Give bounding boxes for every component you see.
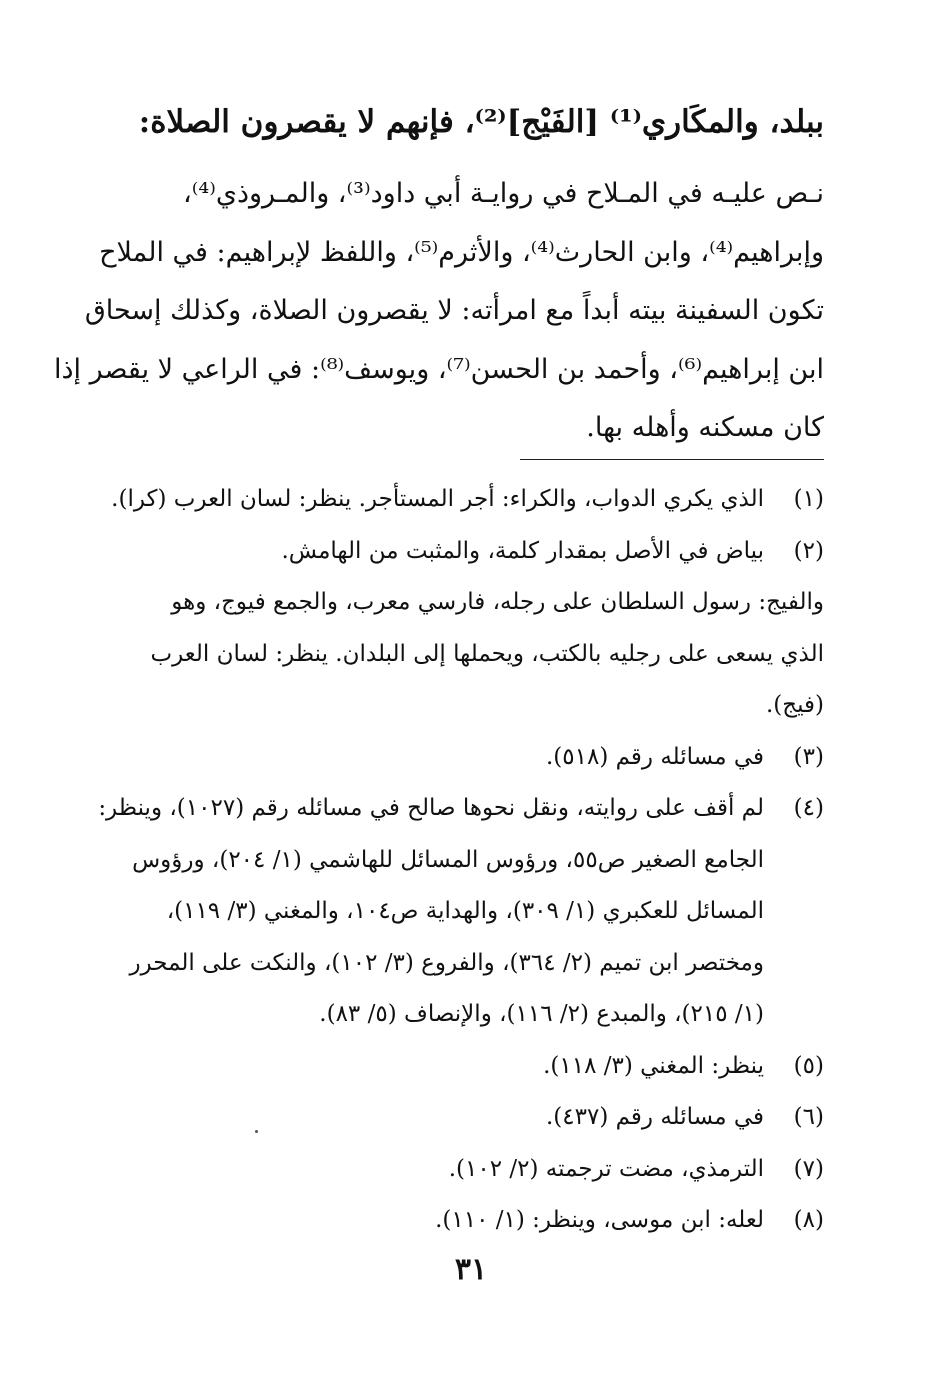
footnote-line: لعله: ابن موسى، وينظر: (١/ ١١٠). [435, 1207, 764, 1233]
footnote-number: (٦) [793, 1104, 824, 1130]
footnote-line: والفيج: رسول السلطان على رجله، فارسي معرب، والجمع فيوج، وهو [171, 589, 824, 615]
footnote-2-continuation [112, 577, 824, 732]
footnote-line: (١/ ٢١٥)، والمبدع (٢/ ١١٦)، والإنصاف (٥/ ٨٣). [319, 1001, 764, 1027]
footnote-number: (٤) [793, 795, 824, 821]
footnote-5 [112, 1041, 824, 1093]
footnote-3 [112, 732, 824, 784]
footnote-7 [112, 1144, 824, 1196]
body-line: ابن إبراهيم⁽⁶⁾، وأحمد بن الحسن⁽⁷⁾، ويوسف⁽⁸⁾: في الراعي لا يقصر إذا [54, 353, 824, 385]
footnote-line: (فيج). [765, 692, 824, 718]
page-number: ٣١ [454, 1252, 488, 1287]
footnote-line: الترمذي، مضت ترجمته (٢/ ١٠٢). [448, 1155, 764, 1182]
body-line: نـص عليـه في المـلاح في روايـة أبي داود⁽³⁾، والمـروذي⁽⁴⁾، [183, 178, 824, 209]
body-line: كان مسكنه وأهله بها. [586, 412, 824, 443]
footnotes [98, 474, 824, 1247]
footnote-line: ومختصر ابن تميم (٢/ ٣٦٤)، والفروع (٣/ ١٠٢)، والنكت على المحرر [129, 949, 764, 976]
footnote-number: (١) [793, 486, 824, 512]
footnote-4 [98, 783, 824, 1041]
footnote-separator [520, 459, 824, 460]
footnote-line: الذي يسعى على رجليه بالكتب، ويحملها إلى البلدان. ينظر: لسان العرب [150, 640, 824, 667]
footnote-line: المسائل للعكبري (١/ ٣٠٩)، والهداية ص١٠٤، والمغني (٣/ ١١٩)، [166, 898, 764, 924]
footnote-8 [112, 1195, 824, 1247]
footnote-line: ينظر: المغني (٣/ ١١٨). [543, 1052, 764, 1079]
footnote-number: (٣) [793, 743, 824, 770]
footnote-number: (٨) [793, 1207, 824, 1233]
footnote-number: (٢) [793, 537, 824, 564]
footnote-line: في مسائله رقم (٥١٨). [545, 743, 764, 770]
footnote-2 [112, 526, 824, 578]
footnote-line: بياض في الأصل بمقدار كلمة، والمثبت من الهامش. [281, 537, 764, 564]
footnote-6 [112, 1092, 824, 1144]
section-heading: ببلد، والمكَاري⁽¹⁾ [الفَيْج]⁽²⁾، فإنهم لا يقصرون الصلاة: [138, 104, 824, 140]
footnote-1 [112, 474, 824, 526]
footnote-line: في مسائله رقم (٤٣٧). [545, 1104, 764, 1130]
body-line: وإبراهيم⁽⁴⁾، وابن الحارث⁽⁴⁾، والأثرم⁽⁵⁾، واللفظ لإبراهيم: في الملاح [99, 236, 824, 268]
scan-speck [255, 1130, 258, 1133]
body-line: تكون السفينة بيته أبداً مع امرأته: لا يقصرون الصلاة، وكذلك إسحاق [84, 295, 824, 326]
footnote-line: الجامع الصغير ص٥٥، ورؤوس المسائل للهاشمي (١/ ٢٠٤)، ورؤوس [132, 846, 764, 873]
footnote-line: الذي يكري الدواب، والكراء: أجر المستأجر. ينظر: لسان العرب (كرا). [111, 486, 764, 512]
footnote-line: لم أقف على روايته، ونقل نحوها صالح في مسائله رقم (١٠٢٧)، وينظر: [98, 795, 764, 821]
body-paragraph [54, 165, 824, 458]
footnote-number: (٥) [793, 1052, 824, 1079]
footnote-number: (٧) [793, 1155, 824, 1182]
